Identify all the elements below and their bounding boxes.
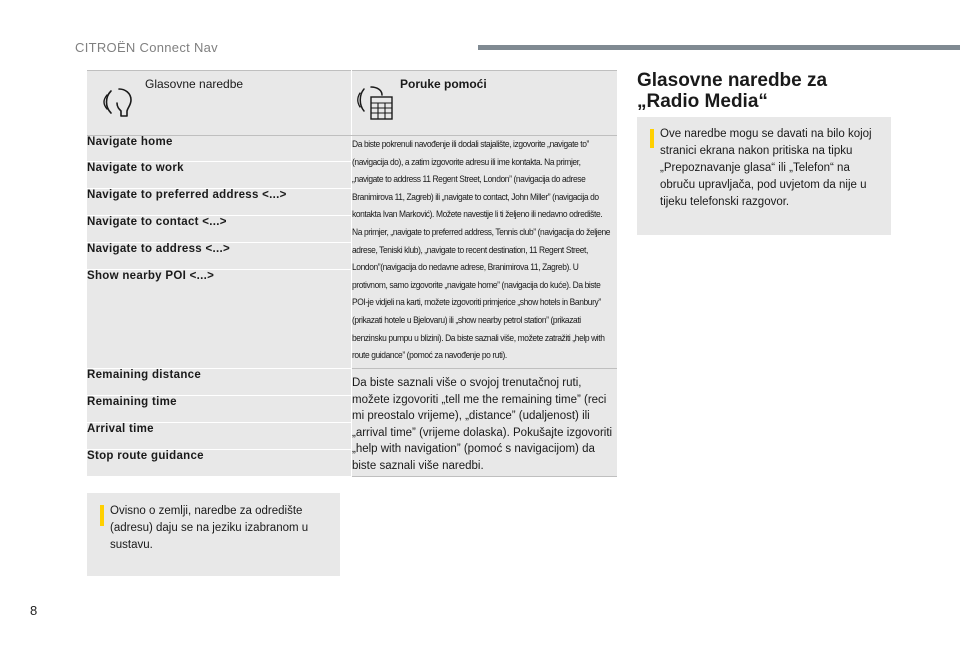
command-cell: Remaining time <box>87 396 351 423</box>
command-cell: Stop route guidance <box>87 450 351 477</box>
command-cell: Navigate to contact <...> <box>87 216 351 243</box>
command-cell: Show nearby POI <...> <box>87 270 351 369</box>
route-help-text: Da biste saznali više o svojoj trenutačnoj ruti, možete izgovoriti „tell me the remaining time” (reci mi preostalo vrijeme), „distance” (udaljenost) ili „arrival time” (vrijeme dolaska). Pokušajte izgovoriti „help with navigation” (pomoć s navigacijom) da biste saznali više naredbi. <box>351 377 613 472</box>
command-cell: Arrival time <box>87 423 351 450</box>
voice-help-screen-icon <box>356 81 396 128</box>
table-header-help-label: Poruke pomoći <box>399 77 487 91</box>
info-note-destination-language <box>87 493 340 576</box>
command-cell: Navigate to work <box>87 162 351 189</box>
table-header-commands <box>87 71 351 136</box>
section-title-line1: Glasovne naredbe za <box>637 70 828 91</box>
info-note-radio-media <box>637 117 891 235</box>
section-title <box>637 70 887 112</box>
manual-header-title: CITROËN Connect Nav <box>75 40 218 55</box>
command-cell: Navigate to preferred address <...> <box>87 189 351 216</box>
help-text-cell <box>351 369 617 477</box>
info-marker-icon <box>100 505 104 526</box>
help-text-cell <box>351 136 617 369</box>
table-header-help <box>351 71 617 136</box>
voice-commands-table <box>87 70 617 477</box>
info-note-text: Ovisno o zemlji, naredbe za odredište (adresu) daju se na jeziku izabranom u sustavu. <box>110 505 309 551</box>
info-note-text: Ove naredbe mogu se davati na bilo kojoj stranici ekrana nakon pritiska na tipku „Prepoznavanje glasa“ ili „Telefon“ na obruču upravljača, pod uvjetom da nije u tijeku telefonski razgovor. <box>660 128 872 208</box>
table-header-commands-label: Glasovne naredbe <box>145 77 244 91</box>
section-title-line2: „Radio Media“ <box>637 91 768 112</box>
command-cell: Remaining distance <box>87 369 351 396</box>
command-cell: Navigate home <box>87 136 351 162</box>
info-marker-icon <box>650 129 654 148</box>
command-cell: Navigate to address <...> <box>87 243 351 270</box>
page-number: 8 <box>30 603 38 618</box>
navigation-help-text: Da biste pokrenuli navođenje ili dodali stajalište, izgovorite „navigate to” (navigacija do), a zatim izgovorite adresu ili ime kontakta. Na primjer, „navigate to address 11 Regent Street, London” (navigacija do adrese Branimirova 11, Zagreb) ili „navigate to contact, John Miller” (navigacija do kontakta Ivan Marković). Možete navestije li ti željeno ili nedavno odredište. Na primjer, „navigate to preferred address, Tennis club” (navigacija do željene adrese, Teniski klub), „navigate to recent destination, 11 Regent Street, London”(navigacija do nedavne adrese, Branimirova 11, Zagreb). U protivnom, samo izgovorite „navigate home” (navigacija do kuće). Da biste POI-je vidjeli na karti, možete izgovoriti primjerice „show hotels in Banbury” (prikazati hotele u Bjelovaru) ili „show nearby petrol station” (prikazati benzinsku pumpu u blizini). Da biste saznali više, možete zatražiti „help with route guidance” (pomoć za navođenje po ruti). <box>351 139 611 362</box>
header-divider-bar <box>478 45 960 50</box>
voice-command-icon <box>101 85 135 124</box>
